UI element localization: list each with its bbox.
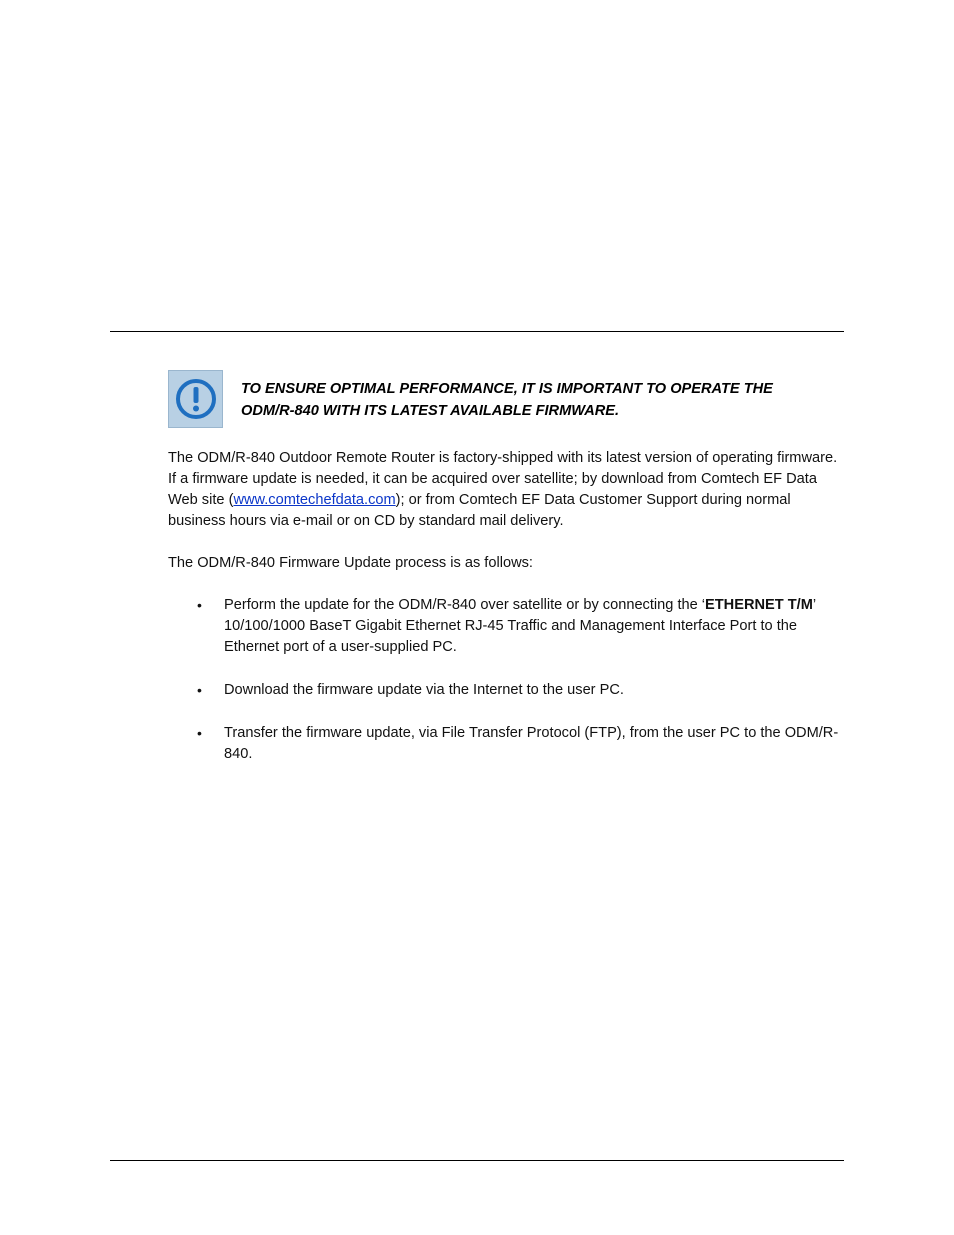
- bullet-icon: •: [197, 597, 202, 613]
- website-link[interactable]: www.comtechefdata.com: [233, 492, 396, 508]
- intro-text-after-link: ); or from Comtech EF Data Customer Support during normal business hours via e-mail or on CD by standard mail delivery.: [168, 492, 791, 529]
- bullet-icon: •: [197, 725, 202, 741]
- step1-text-after: ’ 10/100/1000 BaseT Gigabit Ethernet RJ-45 Traffic and Management Interface Port to the Ethernet port of a user-supplied PC.: [224, 597, 816, 655]
- list-item: [168, 595, 844, 658]
- important-notice-icon: [168, 370, 223, 428]
- list-item: [168, 723, 844, 765]
- exclamation-circle-icon: [174, 377, 218, 421]
- bullet-icon: •: [197, 682, 202, 698]
- intro-text-before-link: The ODM/R-840 Outdoor Remote Router is factory-shipped with its latest version of operating firmware. If a firmware update is needed, it can be acquired over satellite; by download from Comtech EF Data Web site (: [168, 450, 838, 508]
- step1-port-name: ETHERNET T/M: [705, 597, 813, 613]
- update-steps-list: [168, 595, 844, 765]
- step3-text: Transfer the firmware update, via File Transfer Protocol (FTP), from the user PC to the ODM/R-840.: [224, 725, 839, 762]
- list-item: [168, 680, 844, 701]
- top-horizontal-rule: [110, 331, 844, 332]
- step2-text: Download the firmware update via the Internet to the user PC.: [224, 682, 624, 698]
- step1-text-before: Perform the update for the ODM/R-840 over satellite or by connecting the ‘: [224, 597, 706, 613]
- intro-paragraph: [168, 448, 844, 532]
- important-notice-text: TO ENSURE OPTIMAL PERFORMANCE, IT IS IMPORTANT TO OPERATE THE ODM/R-840 WITH ITS LATEST AVAILABLE FIRMWARE.: [241, 381, 773, 419]
- process-intro-paragraph: The ODM/R-840 Firmware Update process is as follows:: [168, 555, 533, 571]
- bottom-horizontal-rule: [110, 1160, 844, 1161]
